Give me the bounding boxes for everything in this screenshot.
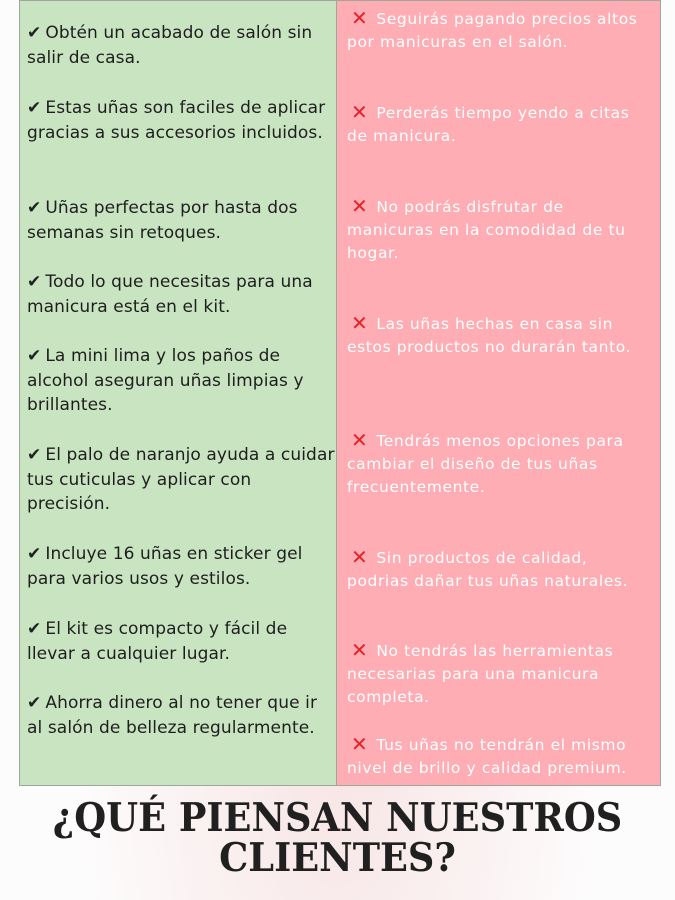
heading-line-2: CLIENTES? (219, 835, 456, 881)
cross-icon: ✕ (351, 545, 369, 569)
drawback-item (347, 195, 653, 265)
cross-icon: ✕ (351, 6, 369, 30)
check-icon: ✔ (27, 272, 42, 292)
benefits-column (20, 1, 337, 785)
drawback-item (347, 546, 653, 593)
drawback-text: No podrás disfrutar de manicuras en la comodidad de tu hogar. (347, 198, 626, 262)
benefit-item (27, 443, 337, 517)
comparison-table (19, 0, 661, 786)
cross-icon: ✕ (351, 732, 369, 756)
benefit-text: La mini lima y los paños de alcohol aseguran uñas limpias y brillantes. (27, 346, 304, 415)
cross-icon: ✕ (351, 194, 369, 218)
benefit-item (27, 96, 337, 145)
benefit-item (27, 617, 337, 666)
cross-icon: ✕ (351, 428, 369, 452)
drawback-text: Perderás tiempo yendo a citas de manicura. (347, 104, 630, 145)
cross-icon: ✕ (351, 638, 369, 662)
drawback-item (347, 733, 653, 780)
check-icon: ✔ (27, 198, 42, 218)
check-icon: ✔ (27, 693, 42, 713)
benefit-text: Ahorra dinero al no tener que ir al salón de belleza regularmente. (27, 693, 318, 738)
reviews-heading (20, 795, 655, 881)
drawback-item (347, 7, 653, 54)
benefit-text: El kit es compacto y fácil de llevar a cualquier lugar. (27, 619, 288, 664)
check-icon: ✔ (27, 346, 42, 366)
benefit-item (27, 196, 337, 245)
benefit-item (27, 542, 337, 591)
benefit-text: Uñas perfectas por hasta dos semanas sin retoques. (27, 198, 298, 243)
check-icon: ✔ (27, 23, 42, 43)
drawback-text: Seguirás pagando precios altos por manicuras en el salón. (347, 10, 638, 51)
benefit-item (27, 344, 337, 418)
cross-icon: ✕ (351, 100, 369, 124)
benefit-text: Todo lo que necesitas para una manicura está en el kit. (27, 272, 313, 317)
benefit-item (27, 691, 337, 740)
benefit-text: Estas uñas son faciles de aplicar gracias a sus accesorios incluidos. (27, 98, 326, 143)
drawback-item (347, 101, 653, 148)
cross-icon: ✕ (351, 311, 369, 335)
drawback-text: Sin productos de calidad, podrias dañar tus uñas naturales. (347, 549, 629, 590)
drawback-text: No tendrás las herramientas necesarias para una manicura completa. (347, 642, 614, 706)
drawback-item (347, 312, 653, 359)
benefit-item (27, 21, 337, 70)
drawback-text: Las uñas hechas en casa sin estos productos no durarán tanto. (347, 315, 632, 356)
benefit-item (27, 270, 337, 319)
check-icon: ✔ (27, 445, 42, 465)
drawback-item (347, 639, 653, 709)
drawback-text: Tendrás menos opciones para cambiar el diseño de tus uñas frecuentemente. (347, 432, 624, 496)
drawback-item (347, 429, 653, 499)
check-icon: ✔ (27, 98, 42, 118)
check-icon: ✔ (27, 619, 42, 639)
benefit-text: Incluye 16 uñas en sticker gel para varios usos y estilos. (27, 544, 303, 589)
drawbacks-column (337, 1, 660, 785)
benefit-text: El palo de naranjo ayuda a cuidar tus cuticulas y aplicar con precisión. (27, 445, 335, 514)
check-icon: ✔ (27, 544, 42, 564)
heading-line-1: ¿QUÉ PIENSAN NUESTROS (52, 795, 623, 841)
drawback-text: Tus uñas no tendrán el mismo nivel de brillo y calidad premium. (347, 736, 627, 777)
benefit-text: Obtén un acabado de salón sin salir de casa. (27, 23, 313, 68)
